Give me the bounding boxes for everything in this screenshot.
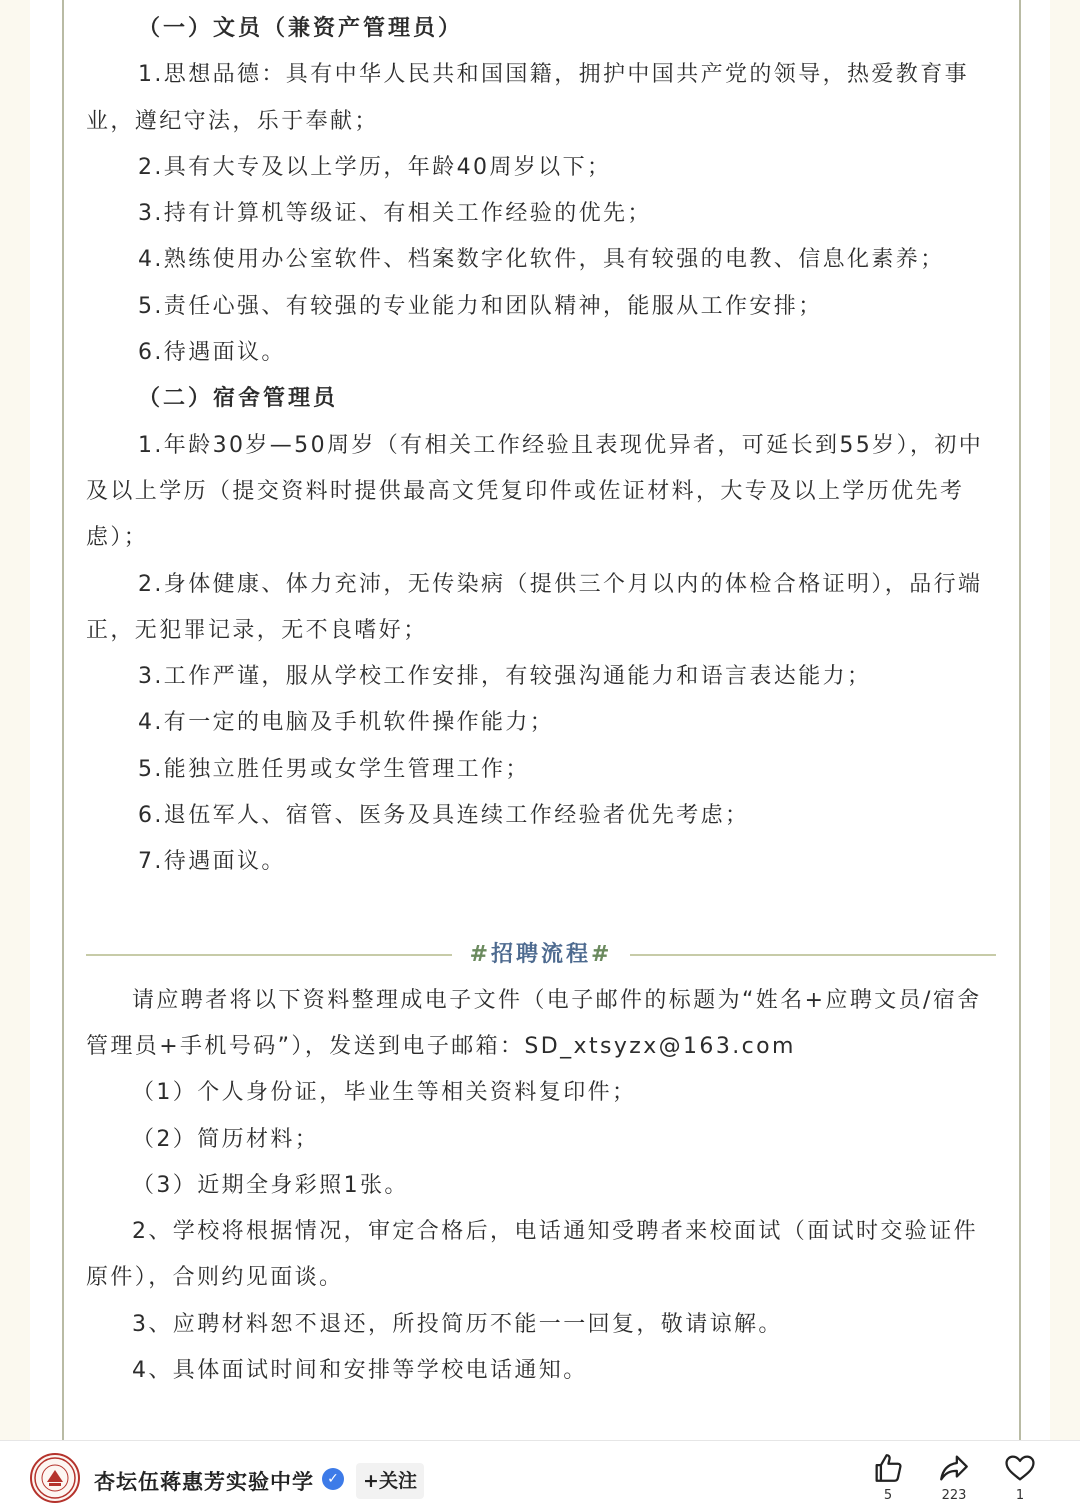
dorm-requirement-7: 7.待遇面议。 xyxy=(138,849,286,875)
verified-badge-icon: ✓ xyxy=(322,1468,344,1490)
process-step-4: 4、具体面试时间和安排等学校电话通知。 xyxy=(132,1358,588,1384)
process-step-2: 2、学校将根据情况，审定合格后，电话通知受聘者来校面试（面试时交验证件原件），合则约见面谈。 xyxy=(86,1219,978,1291)
material-item-1: （1）个人身份证，毕业生等相关资料复印件； xyxy=(132,1080,637,1106)
dorm-requirement-4: 4.有一定的电脑及手机软件操作能力； xyxy=(138,710,555,736)
dorm-requirement-6: 6.退伍军人、宿管、医务及具连续工作经验者优先考虑； xyxy=(138,803,750,829)
clerk-requirement-6: 6.待遇面议。 xyxy=(138,340,286,366)
share-count: 223 xyxy=(941,1488,967,1503)
account-name[interactable]: 杏坛伍蒋惠芳实验中学 xyxy=(94,1470,314,1494)
like-button[interactable] xyxy=(860,1451,916,1505)
article-body xyxy=(86,6,996,1394)
page-margin-right xyxy=(1050,0,1080,1440)
follow-button[interactable]: +关注 xyxy=(356,1463,424,1499)
clerk-requirement-4: 4.熟练使用办公室软件、档案数字化软件，具有较强的电教、信息化素养； xyxy=(138,247,945,273)
favorite-count: 1 xyxy=(1015,1488,1025,1503)
dorm-requirement-2: 2.身体健康、体力充沛，无传染病（提供三个月以内的体检合格证明），品行端正，无犯罪记录，无不良嗜好； xyxy=(86,571,983,643)
school-seal-icon xyxy=(32,1455,78,1501)
clerk-requirement-1: 1.思想品德：具有中华人民共和国国籍，拥护中国共产党的领导，热爱教育事业，遵纪守法，乐于奉献； xyxy=(86,62,969,134)
hash-mark-right: # xyxy=(591,941,613,967)
hash-mark-left: # xyxy=(469,941,491,967)
dorm-requirement-1: 1.年龄30岁—50周岁（有相关工作经验且表现优异者，可延长到55岁），初中及以上学历（提交资料时提供最高文凭复印件或佐证材料，大专及以上学历优先考虑）； xyxy=(86,432,984,551)
material-item-2: （2）简历材料； xyxy=(132,1126,320,1152)
process-intro: 请应聘者将以下资料整理成电子文件（电子邮件的标题为“姓名+应聘文员/宿舍管理员+手机号码”），发送到电子邮箱：SD_xtsyzx@163.com xyxy=(86,987,982,1059)
dorm-requirement-3: 3.工作严谨，服从学校工作安排，有较强沟通能力和语言表达能力； xyxy=(138,664,872,690)
process-heading xyxy=(452,932,631,978)
like-count: 5 xyxy=(883,1488,893,1503)
divider-line-left xyxy=(86,954,452,956)
clerk-requirement-2: 2.具有大专及以上学历，年龄40周岁以下； xyxy=(138,154,612,180)
page-margin-left xyxy=(0,0,30,1440)
section-title-clerk: （一）文员（兼资产管理员） xyxy=(138,16,464,41)
clerk-requirement-3: 3.持有计算机等级证、有相关工作经验的优先； xyxy=(138,201,652,227)
divider-line-right xyxy=(630,954,996,956)
share-button[interactable] xyxy=(926,1451,982,1505)
material-item-3: （3）近期全身彩照1张。 xyxy=(132,1172,409,1198)
section-title-dorm-manager: （二）宿舍管理员 xyxy=(138,386,339,412)
school-logo-avatar[interactable] xyxy=(30,1453,80,1503)
clerk-requirement-5: 5.责任心强、有较强的专业能力和团队精神，能服从工作安排； xyxy=(138,293,823,319)
share-arrow-icon xyxy=(937,1451,971,1485)
process-heading-divider xyxy=(86,932,996,978)
process-heading-text: 招聘流程 xyxy=(491,941,592,967)
favorite-button[interactable] xyxy=(992,1451,1048,1505)
spacer xyxy=(86,886,996,932)
dorm-requirement-5: 5.能独立胜任男或女学生管理工作； xyxy=(138,756,530,782)
bottom-action-bar xyxy=(0,1440,1080,1501)
heart-icon xyxy=(1003,1451,1037,1485)
process-step-3: 3、应聘材料恕不退还，所投简历不能一一回复，敬请谅解。 xyxy=(132,1311,783,1337)
thumbs-up-icon xyxy=(871,1451,905,1485)
